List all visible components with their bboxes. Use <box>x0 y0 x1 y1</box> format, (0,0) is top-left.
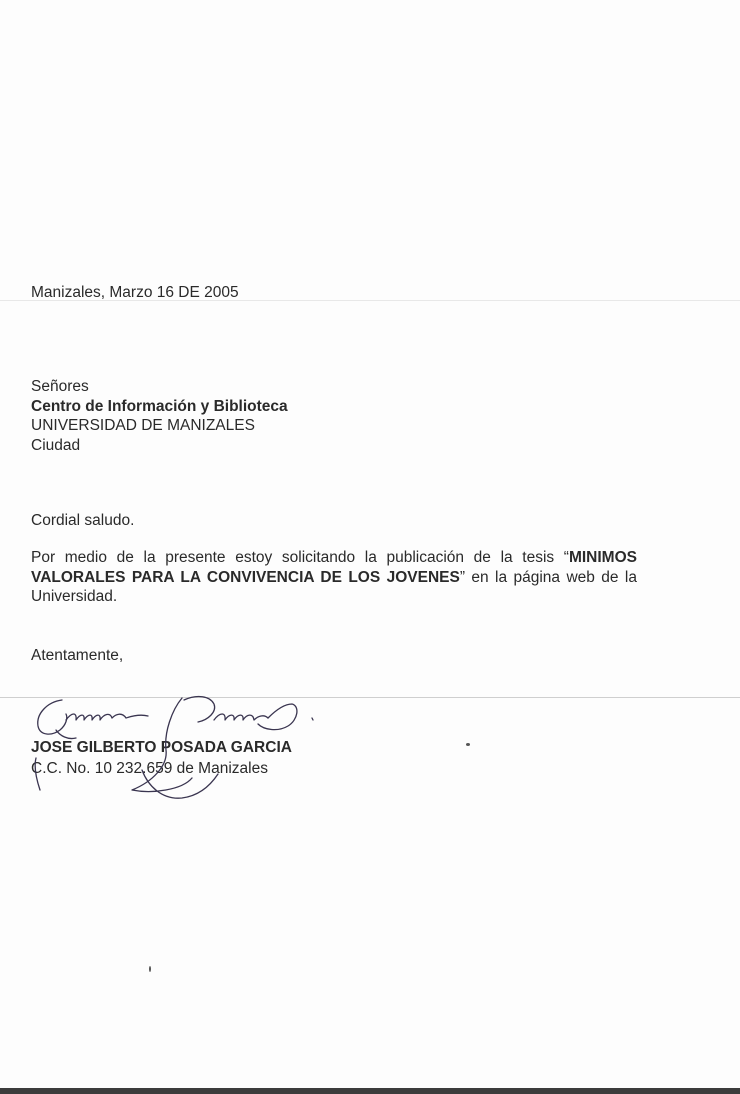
recipient-city: Ciudad <box>31 436 81 454</box>
letter-closing: Atentamente, <box>31 647 124 664</box>
recipient-organization: Centro de Información y Biblioteca <box>31 397 288 415</box>
signer-name: JOSE GILBERTO POSADA GARCIA <box>31 739 292 756</box>
scan-speck <box>149 966 151 972</box>
thesis-title: MINIMOS VALORALES PARA LA CONVIVENCIA DE LOS JOVENES <box>31 549 637 586</box>
letter-greeting: Cordial saludo. <box>31 512 135 529</box>
scan-bottom-edge <box>0 1088 740 1094</box>
scan-speck <box>466 743 470 746</box>
handwritten-signature <box>22 690 322 805</box>
body-text-after: ” en la página web de la Universidad. <box>31 568 637 605</box>
body-text-before: Por medio de la presente estoy solicitando la publicación de la tesis “ <box>31 549 569 566</box>
letter-date: Manizales, Marzo 16 DE 2005 <box>31 284 239 301</box>
recipient-block <box>31 377 288 455</box>
signer-id: C.C. No. 10 232.659 de Manizales <box>31 760 268 777</box>
recipient-institution: UNIVERSIDAD DE MANIZALES <box>31 417 255 434</box>
letter-body <box>31 548 637 607</box>
recipient-salutation: Señores <box>31 378 89 395</box>
